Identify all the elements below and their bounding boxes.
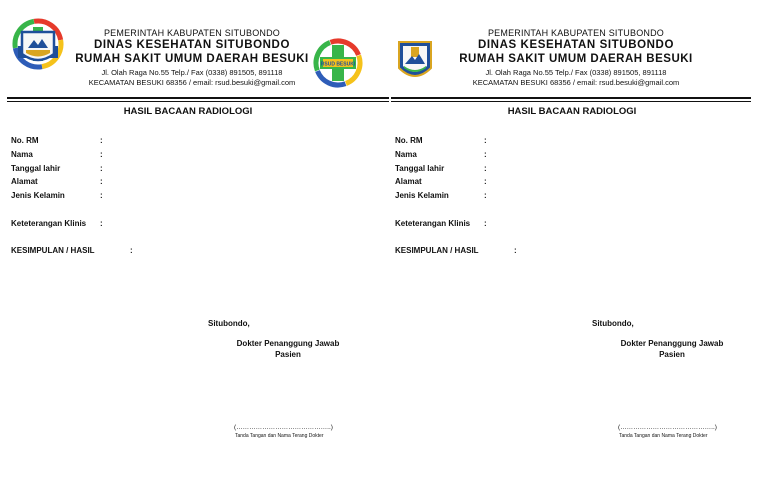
colon: :: [484, 164, 487, 173]
label-alamat: Alamat: [395, 177, 422, 186]
colon: :: [484, 136, 487, 145]
header-hospital: RUMAH SAKIT UMUM DAERAH BESUKI: [75, 53, 309, 65]
svg-text:RSUD BESUKI: RSUD BESUKI: [320, 61, 356, 68]
signature-place: Situbondo,: [208, 319, 250, 328]
label-alamat: Alamat: [11, 177, 38, 186]
rsud-besuki-emblem: [312, 37, 364, 89]
label-no-rm: No. RM: [395, 136, 423, 145]
header-department: DINAS KESEHATAN SITUBONDO: [477, 39, 675, 51]
label-jenis-kelamin: Jenis Kelamin: [395, 191, 449, 200]
header-government: PEMERINTAH KABUPATEN SITUBONDO: [487, 28, 665, 38]
header-rule-thick: [391, 97, 751, 99]
header-district-email: KECAMATAN BESUKI 68356 / email: rsud.besuki@gmail.com: [472, 78, 680, 87]
colon: :: [484, 150, 487, 159]
colon: :: [100, 164, 103, 173]
colon: :: [100, 150, 103, 159]
signature-role-line2: Pasien: [275, 350, 301, 359]
colon: :: [484, 219, 487, 228]
label-tanggal-lahir: Tanggal lahir: [395, 164, 445, 173]
header-address: Jl. Olah Raga No.55 Telp./ Fax (0338) 891505, 891118: [101, 68, 283, 77]
label-tanggal-lahir: Tanggal lahir: [11, 164, 61, 173]
colon: :: [514, 246, 517, 255]
label-nama: Nama: [11, 150, 33, 159]
colon: :: [100, 177, 103, 186]
header-government: PEMERINTAH KABUPATEN SITUBONDO: [103, 28, 281, 38]
header-department: DINAS KESEHATAN SITUBONDO: [93, 39, 291, 51]
header-district-email: KECAMATAN BESUKI 68356 / email: rsud.besuki@gmail.com: [88, 78, 296, 87]
signature-place: Situbondo,: [592, 319, 634, 328]
label-kesimpulan: KESIMPULAN / HASIL: [395, 246, 479, 255]
signature-role: [602, 339, 742, 359]
signature-line: (……………………………………..): [234, 424, 333, 431]
signature-caption: Tanda Tangan dan Nama Terang Dokter: [619, 433, 708, 439]
colon: :: [100, 136, 103, 145]
header-address: Jl. Olah Raga No.55 Telp./ Fax (0338) 891505, 891118: [485, 68, 667, 77]
colon: :: [100, 219, 103, 228]
colon: :: [484, 191, 487, 200]
header-rule-thick: [7, 97, 389, 99]
form-title: HASIL BACAAN RADIOLOGI: [507, 106, 637, 117]
label-keterangan-klinis: Keteterangan Klinis: [11, 219, 87, 228]
signature-caption: Tanda Tangan dan Nama Terang Dokter: [235, 433, 324, 439]
signature-role: [218, 339, 358, 359]
colon: :: [130, 246, 133, 255]
label-keterangan-klinis: Keteterangan Klinis: [395, 219, 471, 228]
label-kesimpulan: KESIMPULAN / HASIL: [11, 246, 95, 255]
header-hospital: RUMAH SAKIT UMUM DAERAH BESUKI: [459, 53, 693, 65]
signature-role-line1: Dokter Penanggung Jawab: [236, 339, 340, 348]
signature-role-line1: Dokter Penanggung Jawab: [620, 339, 724, 348]
colon: :: [484, 177, 487, 186]
label-jenis-kelamin: Jenis Kelamin: [11, 191, 65, 200]
colon: :: [100, 191, 103, 200]
header-rule-thin: [391, 101, 751, 102]
signature-role-line2: Pasien: [659, 350, 685, 359]
signature-line: (……………………………………..): [618, 424, 717, 431]
header-rule-thin: [7, 101, 389, 102]
form-title: HASIL BACAAN RADIOLOGI: [123, 106, 253, 117]
form-sheet-right: [384, 0, 768, 501]
label-no-rm: No. RM: [11, 136, 39, 145]
label-nama: Nama: [395, 150, 417, 159]
